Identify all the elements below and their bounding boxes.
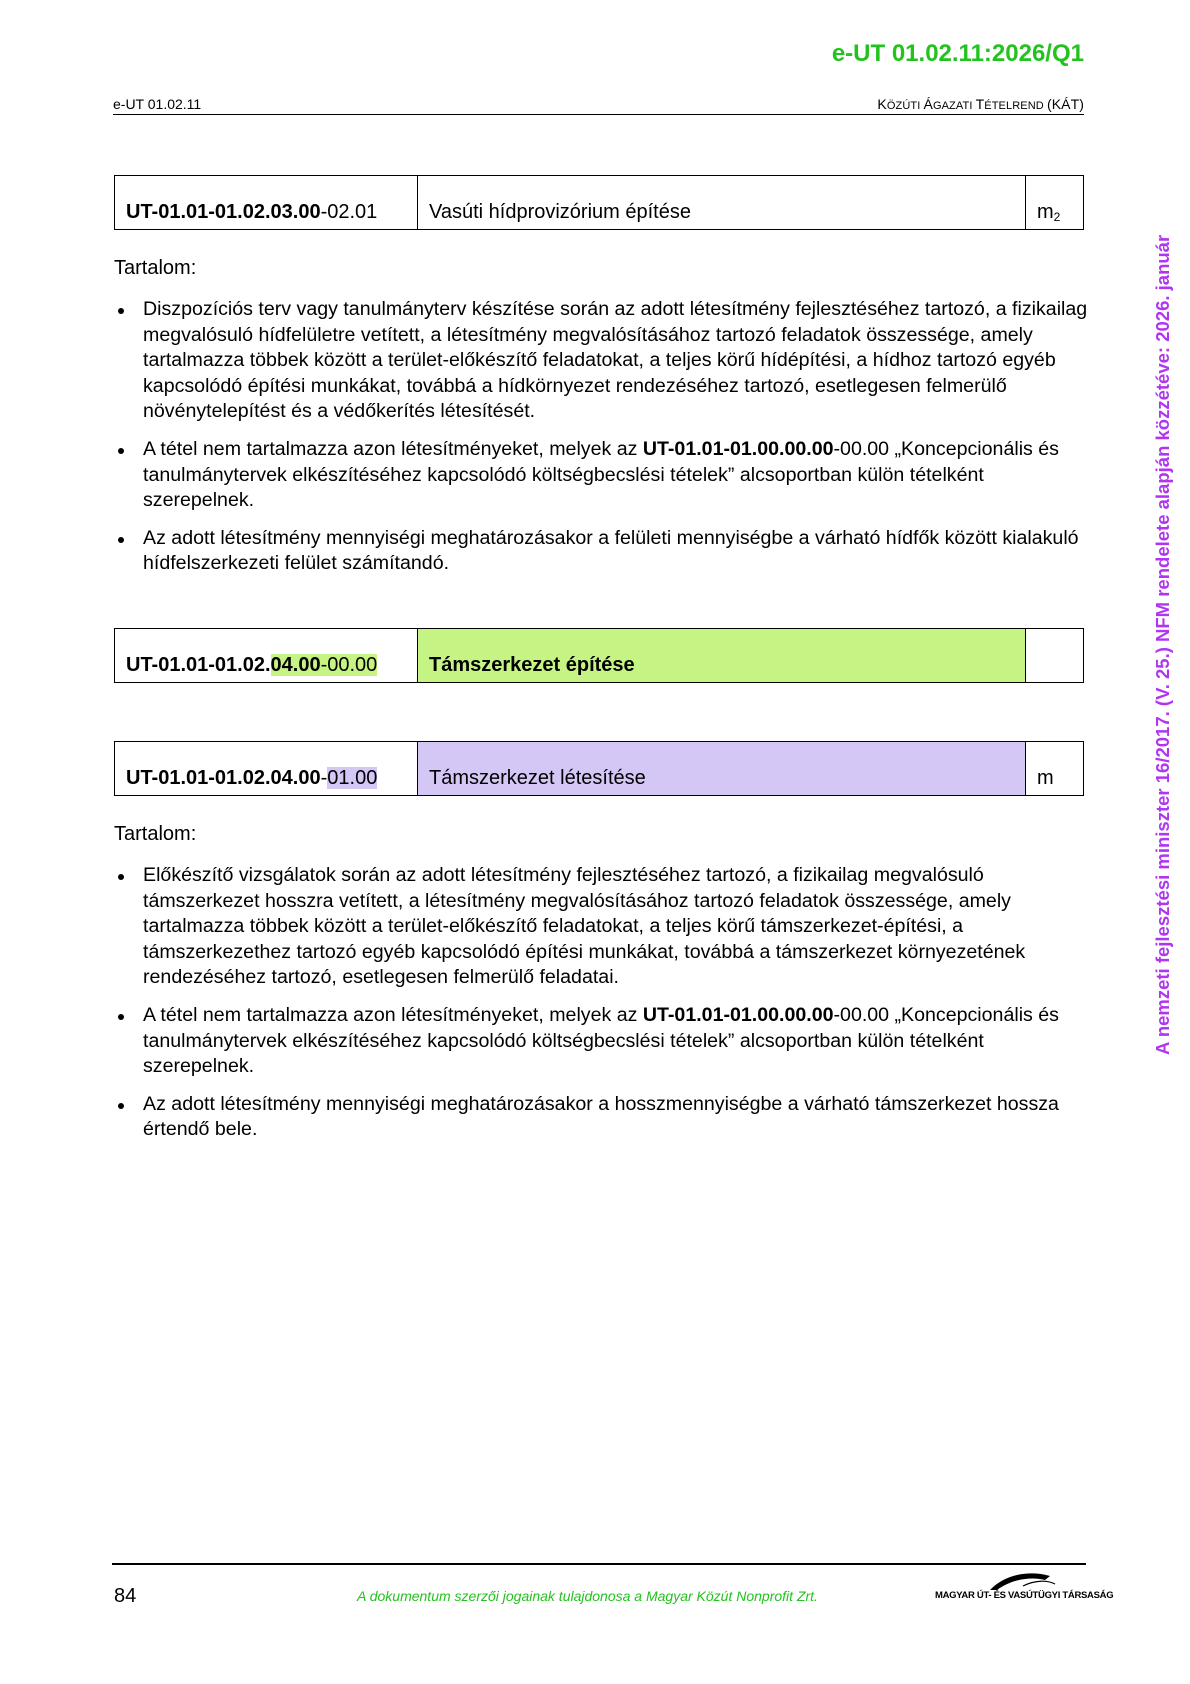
header-title-part: GAZATI — [932, 100, 976, 112]
road-swoosh-icon — [935, 1570, 1085, 1592]
item-code-cell — [115, 742, 418, 795]
item-table-tamszerkezet-epitese — [114, 628, 1084, 683]
header-title-part: (KÁT) — [1046, 96, 1084, 112]
item-code-bold: UT-01.01-01.02.03.00 — [126, 201, 321, 223]
content-bullet-list — [114, 297, 1089, 589]
item-code-highlight: 01.00 — [327, 767, 378, 789]
bullet-text: „Koncepcionális és tanulmánytervek elkészítéséhez kapcsolódó költségbecslési tételek” alcsoportban külön tételként szerepelnek. — [143, 437, 1059, 512]
list-item — [114, 1003, 1089, 1080]
bullet-icon — [118, 308, 124, 314]
item-code-bold: UT-01.01-01.02.04.00 — [126, 767, 321, 789]
content-label: Tartalom: — [114, 257, 197, 279]
list-item — [114, 863, 1089, 991]
item-code-dash: - — [320, 767, 328, 789]
header-title-part: ÖZÚTI — [886, 100, 924, 112]
bullet-icon — [118, 1103, 124, 1109]
bullet-icon — [118, 537, 124, 543]
header-title-part: Á — [923, 96, 933, 112]
item-name-cell: Támszerkezet létesítése — [418, 742, 1026, 795]
bullet-icon — [118, 448, 124, 454]
unit-superscript: 2 — [1053, 210, 1061, 224]
footer-divider — [112, 1563, 1086, 1565]
content-bullet-list — [114, 863, 1089, 1155]
document-code: e-UT 01.02.11:2026/Q1 — [831, 40, 1084, 67]
page-number: 84 — [114, 1585, 137, 1607]
bullet-text: Előkészítő vizsgálatok során az adott létesítmény fejlesztéséhez tartozó, a fizikailag megvalósuló támszerkezet hosszra vetített, a létesítmény megvalósításához tartozó feladatok összessége, amely tartalmazza többek között a terület-előkészítő feladatokat, a teljes körű támszerkezet-építési, a támszerkezethez tartozó egyéb kapcsolódó építési munkákat, továbbá a támszerkezet környezetének rendezéséhez tartozó, esetlegesen felmerülő feladatai. — [143, 864, 1026, 989]
header-left-code: e-UT 01.02.11 — [113, 96, 202, 112]
list-item — [114, 437, 1089, 514]
copyright-notice: A dokumentum szerzői jogainak tulajdonosa a Magyar Közút Nonprofit Zrt. — [357, 1588, 818, 1604]
item-unit-cell — [1026, 629, 1083, 682]
item-code-bold: UT-01.01-01.02. — [126, 654, 271, 676]
content-label: Tartalom: — [114, 823, 197, 845]
publication-side-note: A nemzeti fejlesztési miniszter 16/2017. (V. 25.) NFM rendelete alapján közzétéve: 2026. január — [1152, 234, 1173, 1055]
bullet-text: Az adott létesítmény mennyiségi meghatározásakor a hosszmennyiségbe a várható támszerkezet hossza értendő bele. — [143, 1092, 1059, 1141]
header-title-part: K — [877, 96, 887, 112]
bullet-text: Diszpozíciós terv vagy tanulmányterv készítése során az adott létesítmény fejlesztéséhez tartozó, a fizikailag megvalósuló hídfelületre vetített, a létesítmény megvalósításához tartozó feladatok összessége, amely tartalmazza többek között a terület-előkészítő feladatokat, a teljes körű hídépítési, a hídhoz tartozó egyéb kapcsolódó építési munkákat, továbbá a hídkörnyezet rendezéséhez tartozó, esetlegesen felmerülő növénytelepítést és a védőkerítés létesítését. — [143, 298, 1088, 423]
bullet-text: Az adott létesítmény mennyiségi meghatározásakor a felületi mennyiségbe a várható hídfők között kialakuló hídfelszerkezeti felület számítandó. — [143, 526, 1079, 575]
header-right-title — [877, 96, 1084, 112]
bullet-text: -00.00 — [833, 437, 890, 460]
bullet-text: -00.00 — [833, 1003, 890, 1026]
item-table-tamszerkezet-letesitese — [114, 741, 1084, 796]
bullet-icon — [118, 1014, 124, 1020]
item-code-highlight: 04.00 — [270, 654, 321, 676]
referenced-code: UT-01.01-01.00.00.00 — [642, 1003, 834, 1026]
company-logo — [935, 1570, 1114, 1610]
logo-text: MAGYAR ÚT- ÉS VASÚTÜGYI TÁRSASÁG — [935, 1590, 1114, 1601]
item-code-suffix: -02.01 — [320, 201, 378, 223]
list-item — [114, 297, 1089, 425]
item-unit-cell — [1026, 176, 1083, 229]
header-title-part: ÉTELREND — [984, 100, 1047, 112]
item-code-cell — [115, 629, 418, 682]
item-code-cell — [115, 176, 418, 229]
bullet-text: „Koncepcionális és tanulmánytervek elkészítéséhez kapcsolódó költségbecslési tételek” alcsoportban külön tételként szerepelnek. — [143, 1003, 1059, 1078]
item-code-suffix: -00.00 — [320, 654, 378, 676]
bullet-text: A tétel nem tartalmazza azon létesítményeket, melyek az — [143, 1003, 643, 1026]
bullet-icon — [118, 874, 124, 880]
item-table-vasuti-hidprovizorium — [114, 175, 1084, 230]
unit-base: m — [1037, 201, 1054, 223]
bullet-text: A tétel nem tartalmazza azon létesítményeket, melyek az — [143, 437, 643, 460]
item-name-cell: Támszerkezet építése — [418, 629, 1026, 682]
item-unit-cell: m — [1037, 767, 1054, 789]
header-title-part: T — [975, 96, 985, 112]
list-item — [114, 526, 1089, 577]
referenced-code: UT-01.01-01.00.00.00 — [642, 437, 834, 460]
header-divider — [113, 114, 1084, 115]
list-item — [114, 1092, 1089, 1143]
item-name-cell: Vasúti hídprovizórium építése — [418, 176, 1026, 229]
